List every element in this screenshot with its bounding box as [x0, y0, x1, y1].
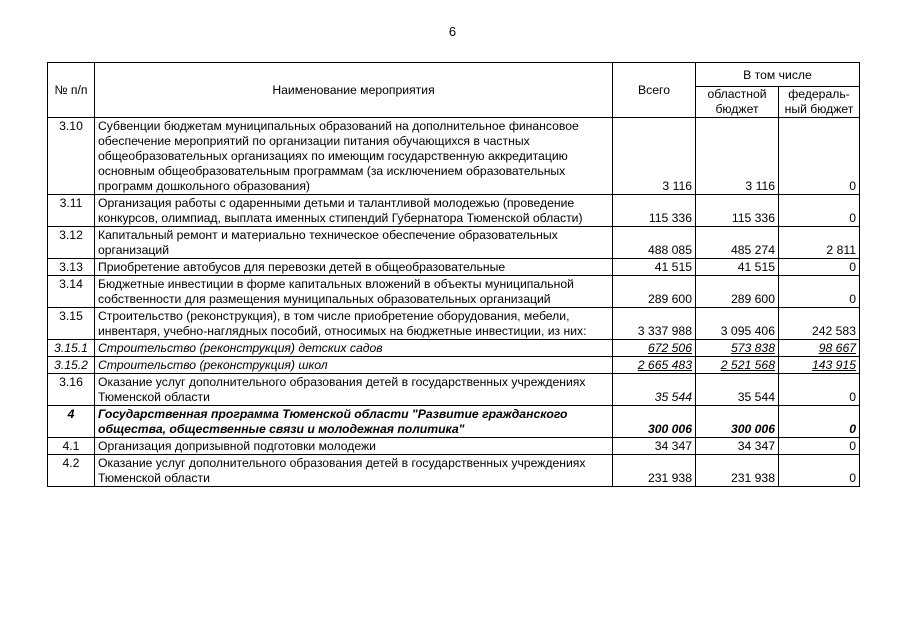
- header-regional: областной бюджет: [696, 87, 779, 118]
- row-num: 3.16: [48, 374, 95, 406]
- row-federal: 0: [779, 259, 860, 276]
- row-name: Приобретение автобусов для перевозки детей в общеобразовательные: [95, 259, 613, 276]
- header-total: Всего: [613, 63, 696, 118]
- row-federal: 2 811: [779, 227, 860, 259]
- row-name: Организация допризывной подготовки молодежи: [95, 438, 613, 455]
- row-num: 3.11: [48, 195, 95, 227]
- row-num: 4.2: [48, 455, 95, 487]
- row-regional: 34 347: [696, 438, 779, 455]
- row-name: Организация работы с одаренными детьми и талантливой молодежью (проведение конкурсов, олимпиад, выплата именных стипендий Губернатора Тюменской области): [95, 195, 613, 227]
- row-total: 115 336: [613, 195, 696, 227]
- row-regional: 3 095 406: [696, 308, 779, 340]
- row-num: 4: [48, 406, 95, 438]
- row-name: Строительство (реконструкция) школ: [95, 357, 613, 374]
- row-name: Оказание услуг дополнительного образования детей в государственных учреждениях Тюменской области: [95, 455, 613, 487]
- row-num: 4.1: [48, 438, 95, 455]
- row-name: Капитальный ремонт и материально техническое обеспечение образовательных организаций: [95, 227, 613, 259]
- table-row: [48, 340, 860, 357]
- row-total: 3 116: [613, 118, 696, 195]
- row-num: 3.13: [48, 259, 95, 276]
- row-name: Государственная программа Тюменской области "Развитие гражданского общества, общественные связи и молодежная политика": [95, 406, 613, 438]
- row-total: 35 544: [613, 374, 696, 406]
- row-name: Оказание услуг дополнительного образования детей в государственных учреждениях Тюменской области: [95, 374, 613, 406]
- table-row: [48, 195, 860, 227]
- row-name: Субвенции бюджетам муниципальных образований на дополнительное финансовое обеспечение мероприятий по организации питания обучающихся в частных общеобразовательных организациях по имеющим государственную аккредитацию основным общеобразовательным программам (за исключением образовательных программ дошкольного образования): [95, 118, 613, 195]
- row-name: Строительство (реконструкция), в том числе приобретение оборудования, мебели, инвентаря, учебно-наглядных пособий, относимых на бюджетные инвестиции, из них:: [95, 308, 613, 340]
- page-number: 6: [448, 24, 457, 39]
- row-num: 3.14: [48, 276, 95, 308]
- row-federal: 0: [779, 276, 860, 308]
- row-regional: 2 521 568: [696, 357, 779, 374]
- table-row: [48, 259, 860, 276]
- row-total: 2 665 483: [613, 357, 696, 374]
- row-federal: 0: [779, 374, 860, 406]
- row-num: 3.15.1: [48, 340, 95, 357]
- row-regional: 35 544: [696, 374, 779, 406]
- row-federal: 0: [779, 195, 860, 227]
- table-row: [48, 276, 860, 308]
- row-total: 300 006: [613, 406, 696, 438]
- row-num: 3.15.2: [48, 357, 95, 374]
- row-total: 672 506: [613, 340, 696, 357]
- row-total: 231 938: [613, 455, 696, 487]
- table-row: [48, 438, 860, 455]
- table-row: [48, 455, 860, 487]
- header-federal: федераль-ный бюджет: [779, 87, 860, 118]
- row-federal: 98 667: [779, 340, 860, 357]
- header-name: Наименование мероприятия: [95, 63, 613, 118]
- row-num: 3.15: [48, 308, 95, 340]
- row-federal: 0: [779, 438, 860, 455]
- row-total: 41 515: [613, 259, 696, 276]
- row-regional: 115 336: [696, 195, 779, 227]
- row-federal: 242 583: [779, 308, 860, 340]
- header-num: № п/п: [48, 63, 95, 118]
- row-regional: 231 938: [696, 455, 779, 487]
- header-including: В том числе: [696, 63, 860, 87]
- row-total: 34 347: [613, 438, 696, 455]
- row-regional: 41 515: [696, 259, 779, 276]
- row-federal: 0: [779, 118, 860, 195]
- table-row: [48, 118, 860, 195]
- row-federal: 0: [779, 455, 860, 487]
- row-regional: 289 600: [696, 276, 779, 308]
- row-num: 3.12: [48, 227, 95, 259]
- table-row: [48, 308, 860, 340]
- table-row: [48, 227, 860, 259]
- table-row: [48, 357, 860, 374]
- row-total: 289 600: [613, 276, 696, 308]
- row-num: 3.10: [48, 118, 95, 195]
- table-row: [48, 374, 860, 406]
- row-regional: 573 838: [696, 340, 779, 357]
- row-total: 3 337 988: [613, 308, 696, 340]
- row-regional: 485 274: [696, 227, 779, 259]
- row-federal: 0: [779, 406, 860, 438]
- budget-table: [47, 62, 860, 487]
- table-row: [48, 406, 860, 438]
- row-regional: 300 006: [696, 406, 779, 438]
- row-federal: 143 915: [779, 357, 860, 374]
- row-name: Бюджетные инвестиции в форме капитальных вложений в объекты муниципальной собственности для размещения муниципальных образовательных организаций: [95, 276, 613, 308]
- row-regional: 3 116: [696, 118, 779, 195]
- row-name: Строительство (реконструкция) детских садов: [95, 340, 613, 357]
- header-row-1: [48, 63, 860, 87]
- row-total: 488 085: [613, 227, 696, 259]
